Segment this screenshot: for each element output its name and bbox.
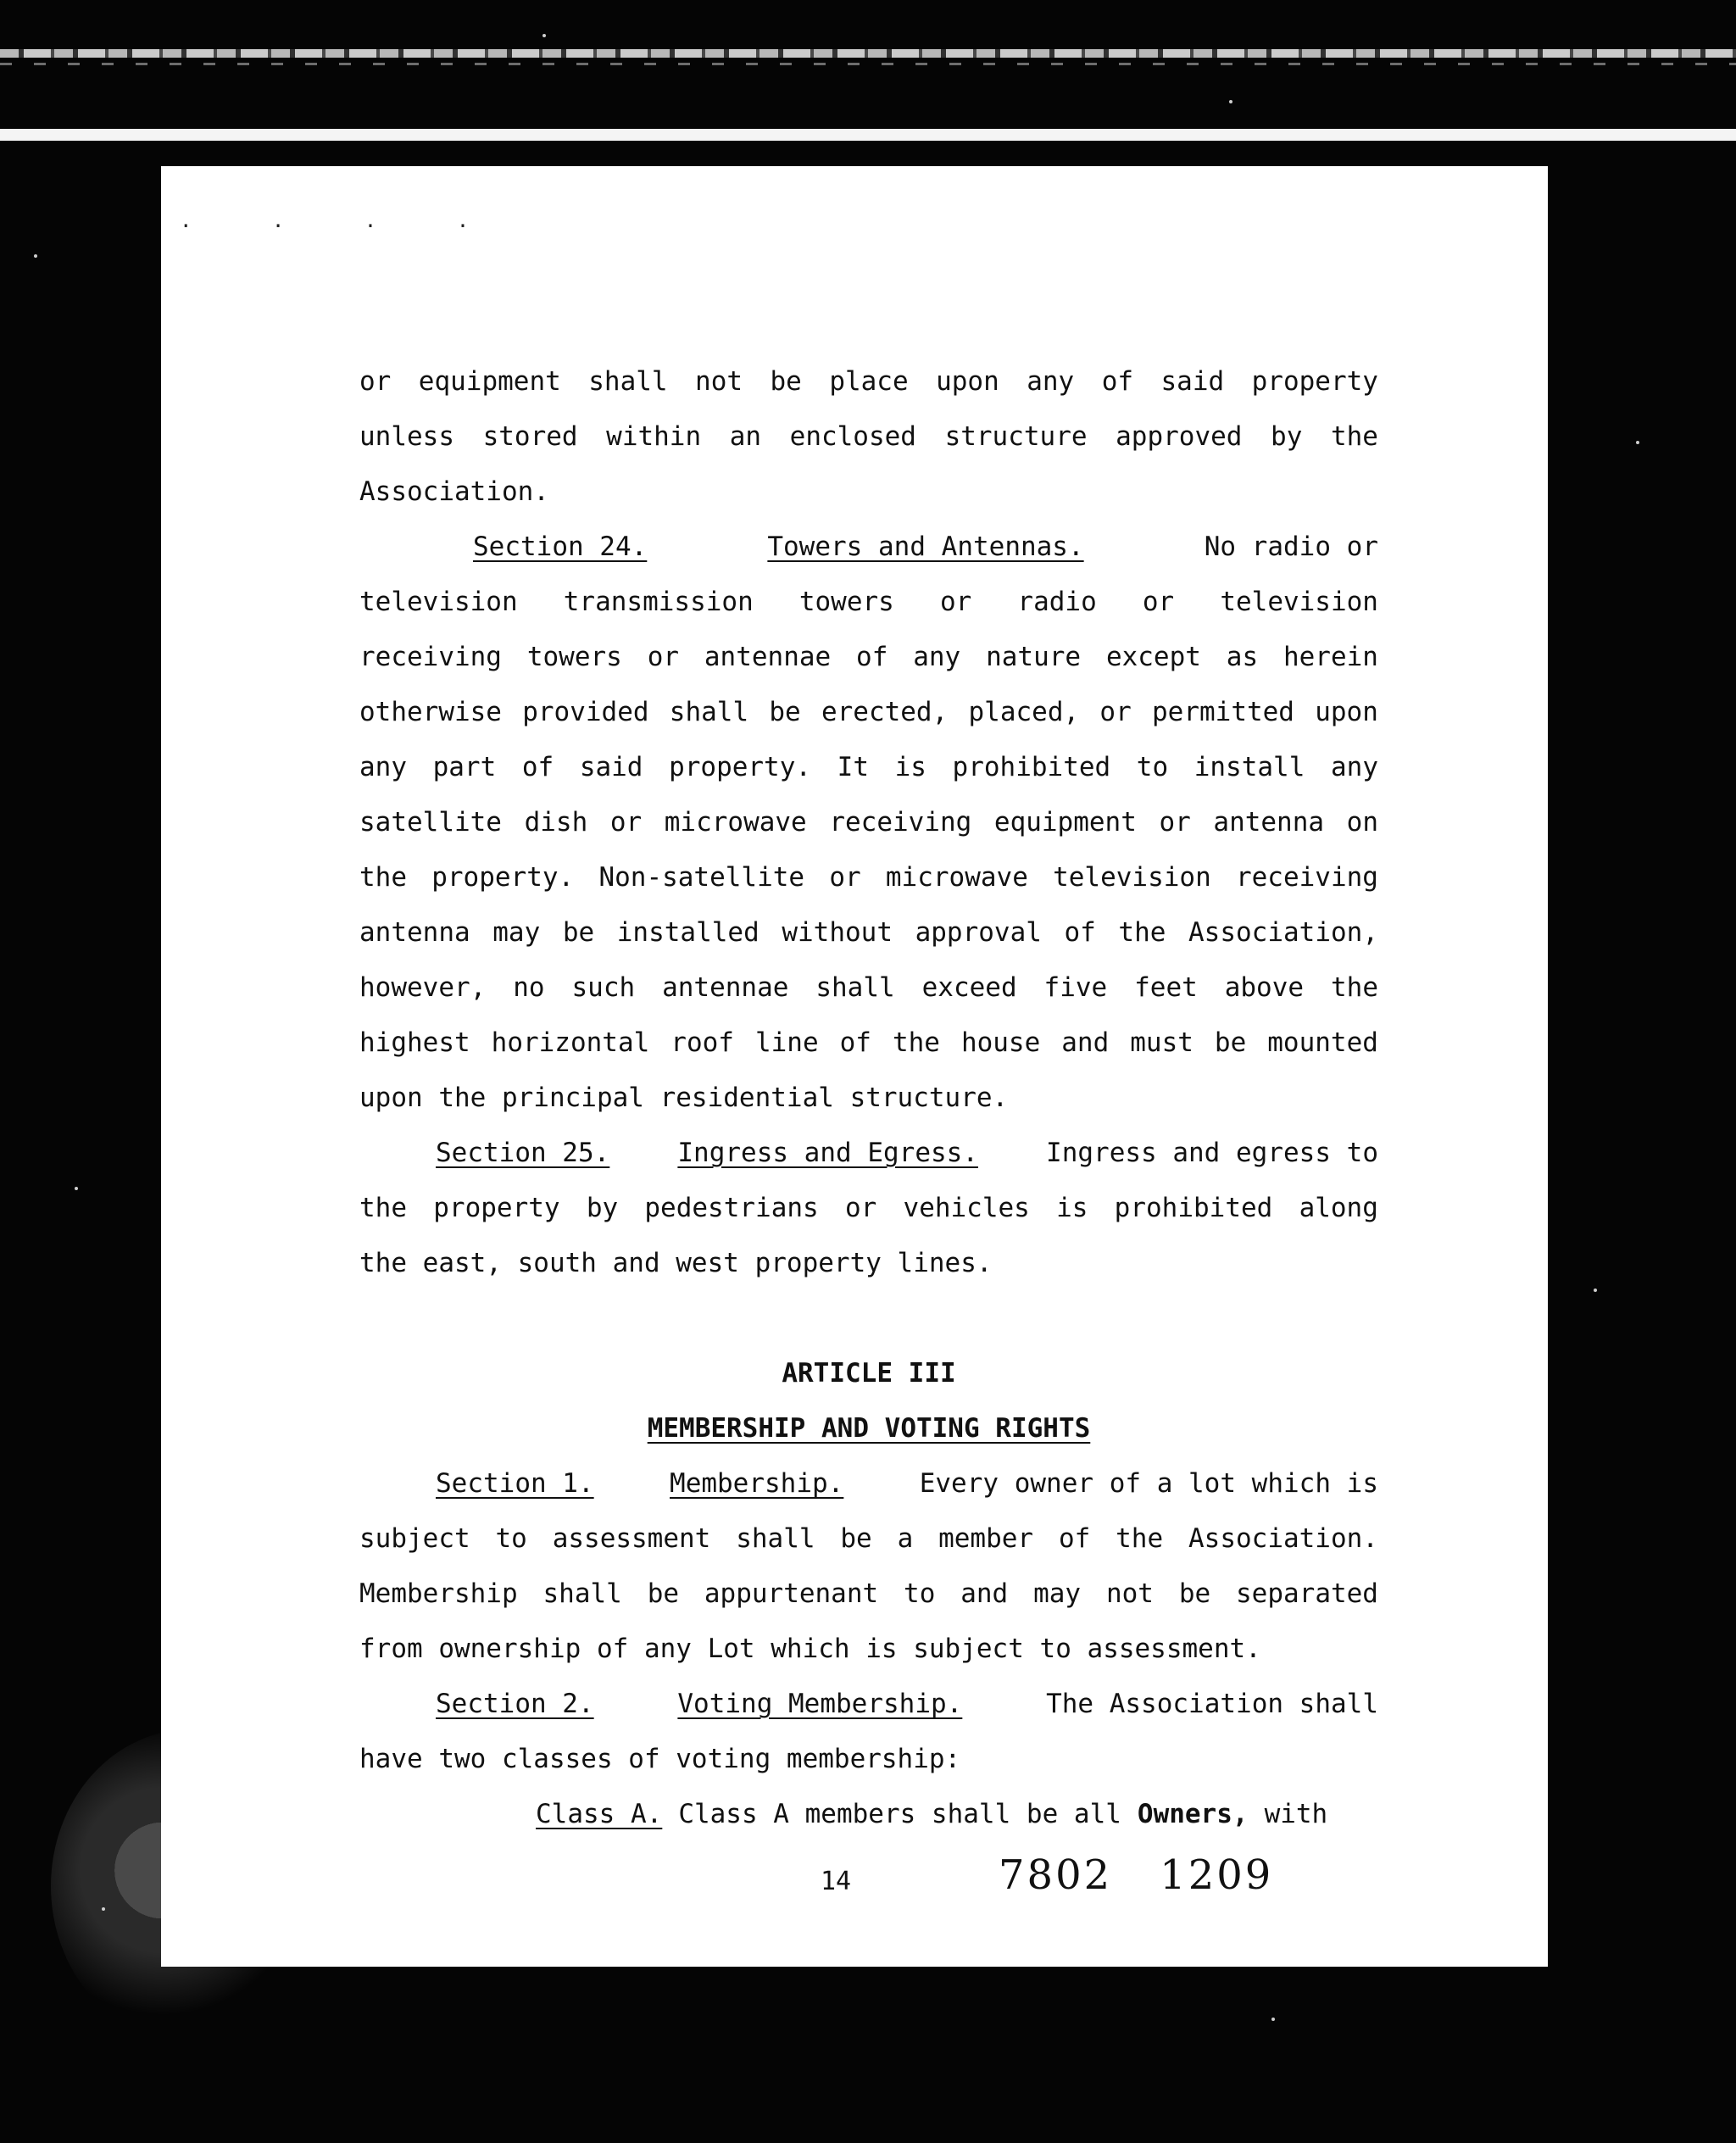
section-24-heading: Section 24. Towers and Antennas. No radio or (359, 520, 1378, 575)
section-title: Towers and Antennas. (767, 532, 1084, 562)
text-line: highest horizontal roof line of the house and must be mounted (359, 1027, 1378, 1058)
text-line: antenna may be installed without approval of the Association, (359, 917, 1378, 948)
section-1-heading: Section 1. Membership. Every owner of a lot which is (359, 1456, 1378, 1511)
owners-term: Owners, (1137, 1799, 1249, 1829)
text-line: subject to assessment shall be a member of the Association. (359, 1523, 1378, 1554)
text-line: the property. Non-satellite or microwave television receiving (359, 862, 1378, 893)
scan-speck (1271, 2018, 1275, 2021)
section-25-heading: Section 25. Ingress and Egress. Ingress and egress to (359, 1126, 1378, 1181)
section-title: Voting Membership. (677, 1689, 963, 1719)
text-line: Membership shall be appurtenant to and may not be separated (359, 1578, 1378, 1609)
text-line: any part of said property. It is prohibited to install any (359, 752, 1378, 782)
section-title: Ingress and Egress. (677, 1138, 978, 1168)
page-dots: . . . . (180, 209, 504, 232)
article-heading: ARTICLE III (782, 1358, 956, 1389)
text-line: the property by pedestrians or vehicles is prohibited along (359, 1193, 1378, 1223)
section-2-heading: Section 2. Voting Membership. The Association shall (359, 1677, 1378, 1732)
article-title: MEMBERSHIP AND VOTING RIGHTS (647, 1413, 1091, 1444)
document-page (161, 166, 1548, 1967)
text-line: the east, south and west property lines. (359, 1248, 993, 1278)
scan-speck (1636, 441, 1639, 444)
scan-speck (75, 1187, 78, 1190)
document-body (359, 354, 1378, 1842)
text-line: otherwise provided shall be erected, placed, or permitted upon (359, 697, 1378, 727)
class-a-label: Class A. (536, 1799, 663, 1829)
scan-speck (1229, 100, 1232, 103)
text-line: receiving towers or antennae of any nature except as herein (359, 642, 1378, 672)
scan-speck (542, 34, 546, 37)
scan-streak (0, 49, 1736, 58)
text-line: or equipment shall not be place upon any of said property (359, 366, 1378, 397)
text-line: however, no such antennae shall exceed five feet above the (359, 972, 1378, 1003)
section-number: Section 1. (436, 1468, 594, 1499)
text-line: have two classes of voting membership: (359, 1744, 961, 1774)
scan-speck (102, 1907, 105, 1911)
class-a-line: Class A. Class A members shall be all Owners, with (359, 1787, 1378, 1842)
text-line: satellite dish or microwave receiving equipment or antenna on (359, 807, 1378, 838)
text-line: Association. (359, 476, 549, 507)
text-line: television transmission towers or radio or television (359, 587, 1378, 617)
scan-border-line (0, 129, 1736, 141)
scan-speck (34, 254, 37, 258)
text-line: unless stored within an enclosed structure approved by the (359, 421, 1378, 452)
section-number: Section 25. (436, 1138, 610, 1168)
page-reference-number: 1209 (1160, 1851, 1274, 1899)
scan-speck (1594, 1289, 1597, 1292)
scan-streak-thin (0, 63, 1736, 65)
book-page-reference (999, 1851, 1273, 1899)
section-number: Section 24. (473, 532, 648, 562)
text-line: upon the principal residential structure. (359, 1083, 1009, 1113)
section-number: Section 2. (436, 1689, 594, 1719)
book-number: 7802 (999, 1851, 1113, 1899)
page-number: 14 (821, 1867, 852, 1896)
section-title: Membership. (670, 1468, 844, 1499)
text-line: from ownership of any Lot which is subject to assessment. (359, 1634, 1261, 1664)
